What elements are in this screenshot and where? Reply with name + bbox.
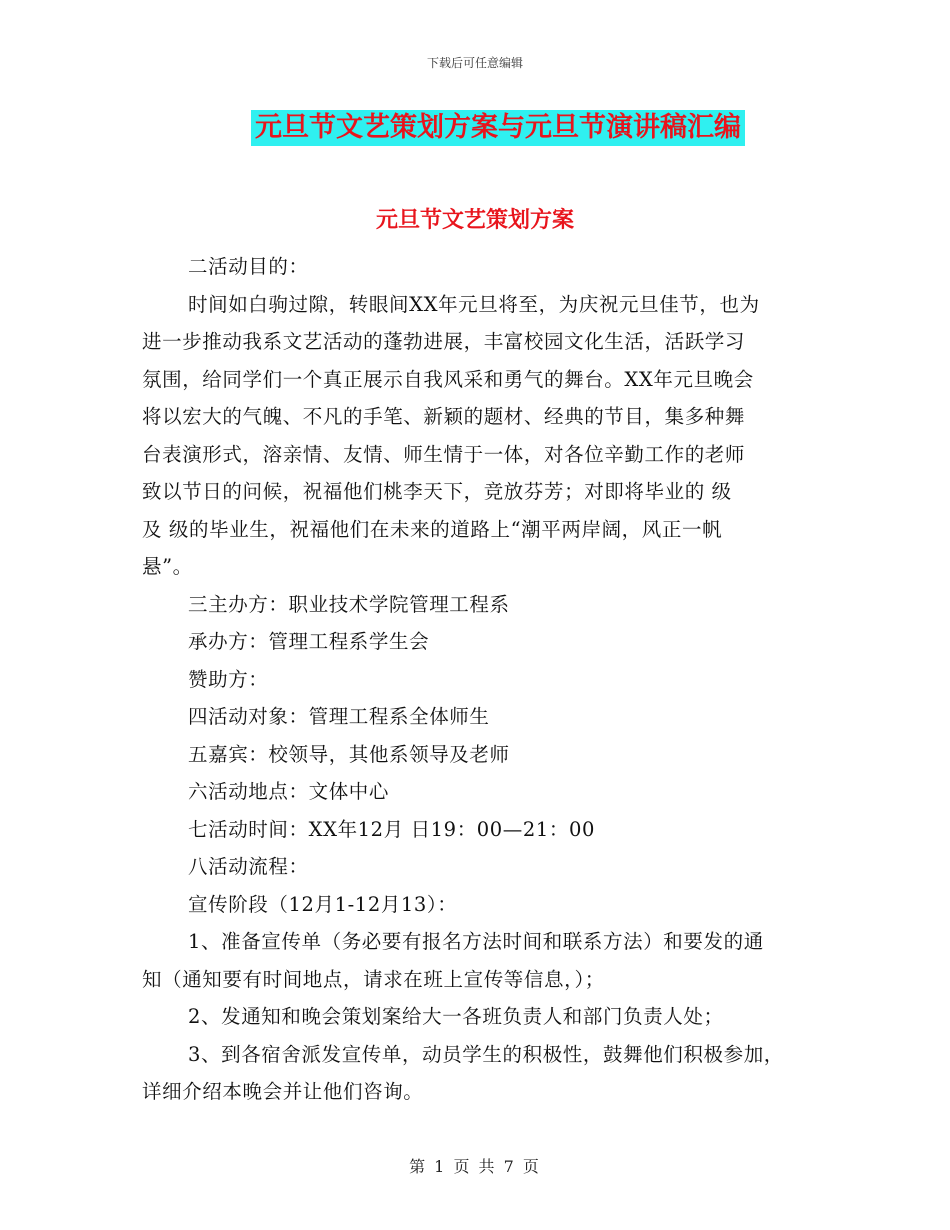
paragraph-line: 时间如白驹过隙，转眼间XX年元旦将至，为庆祝元旦佳节，也为	[188, 292, 760, 316]
paragraph-line: 二活动目的：	[188, 255, 309, 278]
paragraph-line: 3、到各宿舍派发宣传单，动员学生的积极性，鼓舞他们积极参加，	[188, 1042, 784, 1066]
main-title-wrap	[0, 110, 950, 146]
paragraph-line: 悬”。	[142, 555, 193, 578]
paragraph-line: 及 级的毕业生，祝福他们在未来的道路上“潮平两岸阔，风正一帆	[142, 517, 723, 541]
paragraph-line: 将以宏大的气魄、不凡的手笔、新颖的题材、经典的节目，集多种舞	[142, 405, 746, 428]
paragraph-line: 详细介绍本晚会并让他们咨询。	[142, 1080, 424, 1103]
paragraph-line: 知（通知要有时间地点，请求在班上宣传等信息，）；	[142, 967, 605, 991]
paragraph-line: 进一步推动我系文艺活动的蓬勃进展，丰富校园文化生活，活跃学习	[142, 330, 746, 353]
paragraph-line: 六活动地点：文体中心	[188, 780, 390, 803]
paragraph-line: 承办方：管理工程系学生会	[188, 630, 430, 653]
paragraph-line: 宣传阶段（12月1-12月13）：	[188, 892, 458, 916]
page-footer: 第 1 页 共 7 页	[409, 1157, 541, 1176]
header-note: 下载后可任意编辑	[426, 56, 523, 70]
paragraph-line: 致以节日的问候，祝福他们桃李天下，竞放芬芳；对即将毕业的 级	[142, 480, 732, 503]
paragraph-line: 2、发通知和晚会策划案给大一各班负责人和部门负责人处；	[188, 1005, 724, 1028]
paragraph-line: 五嘉宾：校领导，其他系领导及老师	[188, 742, 510, 766]
document-body	[142, 248, 812, 1111]
paragraph-line: 三主办方：职业技术学院管理工程系	[188, 592, 510, 616]
paragraph-line: 氛围，给同学们一个真正展示自我风采和勇气的舞台。XX年元旦晚会	[142, 367, 754, 391]
paragraph-line: 八活动流程：	[188, 855, 309, 878]
paragraph-line: 1、准备宣传单（务必要有报名方法时间和联系方法）和要发的通	[188, 930, 764, 953]
paragraph-line: 七活动时间：XX年12月 日19：00—21：00	[188, 817, 596, 841]
main-title: 元旦节文艺策划方案与元旦节演讲稿汇编	[251, 110, 745, 146]
paragraph-line: 四活动对象：管理工程系全体师生	[188, 705, 490, 728]
paragraph-line: 台表演形式，溶亲情、友情、师生情于一体，对各位辛勤工作的老师	[142, 442, 746, 466]
paragraph-line: 赞助方：	[188, 667, 269, 691]
section-title: 元旦节文艺策划方案	[375, 208, 574, 233]
